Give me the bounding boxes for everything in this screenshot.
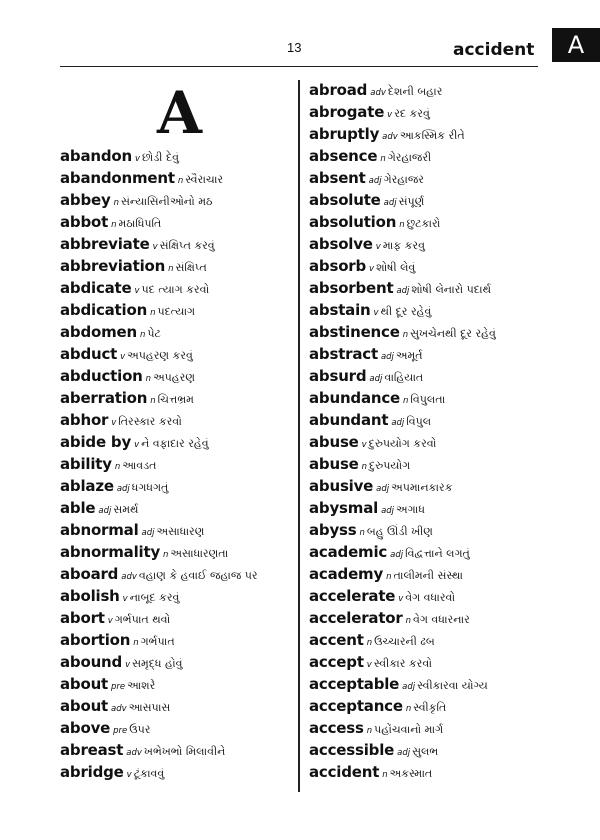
part-of-speech: n bbox=[403, 396, 409, 406]
gujarati-meaning: પદ ત્યાગ કરવો bbox=[141, 283, 210, 296]
gujarati-meaning: અગાધ bbox=[396, 503, 425, 516]
headword: abstract bbox=[309, 345, 378, 363]
dictionary-entry bbox=[309, 651, 496, 673]
headword: academic bbox=[309, 543, 388, 561]
headword: abysmal bbox=[309, 499, 379, 517]
dictionary-entry bbox=[309, 101, 496, 123]
headword: abortion bbox=[60, 631, 131, 649]
headword: abbot bbox=[60, 213, 109, 231]
part-of-speech: adv bbox=[370, 88, 386, 98]
gujarati-meaning: અકસ્માત bbox=[389, 767, 433, 780]
part-of-speech: v bbox=[369, 264, 375, 274]
headword: access bbox=[309, 719, 364, 737]
dictionary-entry bbox=[60, 387, 258, 409]
part-of-speech: v bbox=[122, 594, 128, 604]
dictionary-entry bbox=[60, 211, 258, 233]
headword: abdicate bbox=[60, 279, 132, 297]
gujarati-meaning: સમૃદ્ધ હોવું bbox=[132, 657, 183, 670]
part-of-speech: v bbox=[111, 418, 117, 428]
dictionary-entry bbox=[309, 123, 496, 145]
headword: abdication bbox=[60, 301, 148, 319]
gujarati-meaning: દુરુપયોગ કરવો bbox=[368, 437, 437, 450]
part-of-speech: v bbox=[398, 594, 404, 604]
dictionary-entry bbox=[60, 629, 258, 651]
headword: ability bbox=[60, 455, 112, 473]
gujarati-meaning: પદત્યાગ bbox=[157, 305, 196, 318]
gujarati-meaning: સુલભ bbox=[412, 745, 439, 758]
part-of-speech: n bbox=[380, 154, 386, 164]
dictionary-entry bbox=[60, 497, 258, 519]
gujarati-meaning: ચિત્તભ્રમ bbox=[157, 393, 194, 406]
dictionary-entry bbox=[309, 453, 496, 475]
headword: abusive bbox=[309, 477, 374, 495]
headword: abruptly bbox=[309, 125, 380, 143]
gujarati-meaning: ને વફાદાર રહેવું bbox=[141, 437, 209, 450]
part-of-speech: v bbox=[134, 286, 140, 296]
gujarati-meaning: ઉચ્ચારની ઢબ bbox=[374, 635, 435, 648]
gujarati-meaning: છોડી દેવું bbox=[142, 151, 179, 164]
headword: abuse bbox=[309, 433, 359, 451]
part-of-speech: adj bbox=[397, 748, 411, 758]
gujarati-meaning: ગર્ભપાત bbox=[140, 635, 175, 648]
header-rule bbox=[60, 66, 538, 67]
part-of-speech: n bbox=[145, 374, 152, 384]
headword: abstinence bbox=[309, 323, 400, 341]
dictionary-entry bbox=[309, 255, 496, 277]
part-of-speech: adv bbox=[382, 132, 398, 142]
headword: abuse bbox=[309, 455, 359, 473]
gujarati-meaning: દુરુપયોગ bbox=[369, 459, 411, 472]
part-of-speech: v bbox=[387, 110, 393, 120]
dictionary-entry bbox=[309, 79, 496, 101]
dictionary-entry bbox=[309, 189, 496, 211]
headword: abundance bbox=[309, 389, 401, 407]
dictionary-entry bbox=[309, 541, 496, 563]
dictionary-entry bbox=[60, 233, 258, 255]
column-divider bbox=[298, 80, 300, 792]
dictionary-entry bbox=[309, 277, 496, 299]
headword: abreast bbox=[60, 741, 124, 759]
gujarati-meaning: અપમાનકારક bbox=[391, 481, 453, 494]
part-of-speech: adj bbox=[98, 506, 112, 516]
guide-word: accident bbox=[453, 40, 535, 60]
thumb-index-tab[interactable]: A bbox=[552, 28, 600, 62]
gujarati-meaning: અસાધારણતા bbox=[170, 547, 229, 560]
dictionary-entry bbox=[60, 607, 258, 629]
gujarati-meaning: સંન્યાસિનીઓનો મઠ bbox=[120, 195, 213, 208]
dictionary-entry bbox=[309, 321, 496, 343]
gujarati-meaning: ગેરહાજર bbox=[383, 173, 424, 186]
part-of-speech: n bbox=[359, 528, 365, 538]
gujarati-meaning: વાહિયાત bbox=[384, 371, 424, 384]
part-of-speech: n bbox=[114, 462, 121, 472]
part-of-speech: adj bbox=[368, 176, 382, 186]
part-of-speech: n bbox=[399, 220, 405, 230]
gujarati-meaning: વિપુલ bbox=[406, 415, 432, 428]
part-of-speech: n bbox=[139, 330, 146, 340]
gujarati-meaning: થી દૂર રહેવું bbox=[380, 305, 432, 318]
headword: accept bbox=[309, 653, 364, 671]
headword: accessible bbox=[309, 741, 395, 759]
part-of-speech: adv bbox=[111, 704, 127, 714]
part-of-speech: v bbox=[134, 440, 140, 450]
headword: abdomen bbox=[60, 323, 137, 341]
gujarati-meaning: ખભેખભો મિલાવીને bbox=[143, 745, 226, 758]
part-of-speech: adj bbox=[116, 484, 130, 494]
gujarati-meaning: સંક્ષિપ્ત bbox=[175, 261, 207, 274]
headword: absence bbox=[309, 147, 378, 165]
dictionary-entry bbox=[309, 519, 496, 541]
headword: abbey bbox=[60, 191, 111, 209]
gujarati-meaning: તિરસ્કાર કરવો bbox=[118, 415, 182, 428]
headword: abide by bbox=[60, 433, 132, 451]
headword: abnormality bbox=[60, 543, 161, 561]
gujarati-meaning: બહુ ઊંડી ખીણ bbox=[366, 525, 433, 538]
headword: abandon bbox=[60, 147, 132, 165]
part-of-speech: n bbox=[163, 550, 169, 560]
dictionary-entry bbox=[309, 299, 496, 321]
headword: abduction bbox=[60, 367, 143, 385]
dictionary-entry bbox=[60, 761, 258, 783]
gujarati-meaning: અપહરણ કરવું bbox=[127, 349, 193, 362]
part-of-speech: adj bbox=[381, 506, 395, 516]
part-of-speech: pre bbox=[111, 682, 126, 692]
part-of-speech: v bbox=[152, 242, 158, 252]
headword: abort bbox=[60, 609, 105, 627]
headword: absolute bbox=[309, 191, 381, 209]
part-of-speech: v bbox=[134, 154, 141, 164]
dictionary-entry bbox=[60, 717, 258, 739]
headword: about bbox=[60, 697, 109, 715]
part-of-speech: adj bbox=[391, 418, 405, 428]
gujarati-meaning: સંપૂર્ણ bbox=[398, 195, 425, 208]
gujarati-meaning: સ્વીકૃતિ bbox=[413, 701, 447, 714]
dictionary-entry bbox=[309, 475, 496, 497]
dictionary-entry bbox=[309, 673, 496, 695]
gujarati-meaning: આકસ્મિક રીતે bbox=[399, 129, 465, 142]
gujarati-meaning: આસપાસ bbox=[128, 701, 171, 714]
gujarati-meaning: દેશની બહાર bbox=[387, 85, 443, 98]
headword: absolve bbox=[309, 235, 373, 253]
dictionary-entry bbox=[60, 343, 258, 365]
part-of-speech: adj bbox=[369, 374, 383, 384]
gujarati-meaning: વિપુલતા bbox=[410, 393, 446, 406]
right-column bbox=[309, 79, 496, 783]
headword: acceptable bbox=[309, 675, 400, 693]
dictionary-entry bbox=[60, 145, 258, 167]
dictionary-entry bbox=[60, 189, 258, 211]
dictionary-entry bbox=[60, 167, 258, 189]
gujarati-meaning: વેગ વધારવો bbox=[405, 591, 456, 604]
page-number: 13 bbox=[287, 40, 302, 55]
part-of-speech: n bbox=[366, 638, 373, 648]
gujarati-meaning: વેગ વધારનાર bbox=[412, 613, 470, 626]
gujarati-meaning: વહાણ કે હવાઈ જહાજ પર bbox=[138, 569, 258, 582]
headword: academy bbox=[309, 565, 384, 583]
part-of-speech: n bbox=[168, 264, 174, 274]
part-of-speech: n bbox=[402, 330, 409, 340]
gujarati-meaning: વિદ્વત્તાને લગતું bbox=[405, 547, 470, 560]
part-of-speech: v bbox=[126, 770, 132, 780]
part-of-speech: v bbox=[120, 352, 126, 362]
part-of-speech: v bbox=[375, 242, 381, 252]
headword: absorb bbox=[309, 257, 367, 275]
gujarati-meaning: ગેરહાજરી bbox=[387, 151, 432, 164]
headword: abridge bbox=[60, 763, 124, 781]
gujarati-meaning: અસાધારણ bbox=[156, 525, 205, 538]
gujarati-meaning: શોષી લેનારો પદાર્થ bbox=[411, 283, 492, 296]
gujarati-meaning: રદ કરવું bbox=[394, 107, 430, 120]
dictionary-entry bbox=[309, 607, 496, 629]
headword: abundant bbox=[309, 411, 389, 429]
gujarati-meaning: સમર્થ bbox=[113, 503, 139, 516]
dictionary-entry bbox=[309, 167, 496, 189]
part-of-speech: adj bbox=[390, 550, 404, 560]
headword: accent bbox=[309, 631, 364, 649]
dictionary-entry bbox=[60, 255, 258, 277]
gujarati-meaning: ઉપર bbox=[129, 723, 151, 736]
headword: abroad bbox=[309, 81, 368, 99]
gujarati-meaning: ગર્ભપાત થવો bbox=[114, 613, 171, 626]
part-of-speech: adj bbox=[402, 682, 416, 692]
dictionary-entry bbox=[309, 211, 496, 233]
headword: abrogate bbox=[309, 103, 385, 121]
gujarati-meaning: સંક્ષિપ્ત કરવું bbox=[159, 239, 215, 252]
dictionary-entry bbox=[309, 761, 496, 783]
gujarati-meaning: સ્વીકારવા યોગ્ય bbox=[417, 679, 488, 692]
part-of-speech: pre bbox=[113, 726, 128, 736]
left-column bbox=[60, 145, 258, 783]
part-of-speech: n bbox=[361, 462, 368, 472]
part-of-speech: v bbox=[366, 660, 372, 670]
headword: accident bbox=[309, 763, 380, 781]
headword: abound bbox=[60, 653, 123, 671]
part-of-speech: v bbox=[107, 616, 113, 626]
dictionary-entry bbox=[309, 585, 496, 607]
gujarati-meaning: સ્વીકાર કરવો bbox=[373, 657, 432, 670]
dictionary-entry bbox=[60, 563, 258, 585]
dictionary-entry bbox=[309, 145, 496, 167]
gujarati-meaning: આશરે bbox=[127, 679, 156, 692]
dictionary-entry bbox=[309, 365, 496, 387]
dictionary-entry bbox=[309, 431, 496, 453]
gujarati-meaning: અમૂર્ત bbox=[395, 349, 423, 362]
part-of-speech: v bbox=[361, 440, 367, 450]
gujarati-meaning: આવડત bbox=[122, 459, 157, 472]
part-of-speech: adj bbox=[380, 352, 394, 362]
headword: abbreviate bbox=[60, 235, 150, 253]
dictionary-entry bbox=[60, 299, 258, 321]
part-of-speech: n bbox=[150, 308, 156, 318]
headword: absent bbox=[309, 169, 366, 187]
dictionary-entry bbox=[309, 629, 496, 651]
headword: able bbox=[60, 499, 96, 517]
headword: absolution bbox=[309, 213, 397, 231]
headword: abstain bbox=[309, 301, 371, 319]
dictionary-entry bbox=[60, 519, 258, 541]
gujarati-meaning: પહોંચવાનો માર્ગ bbox=[374, 723, 444, 736]
gujarati-meaning: પેટ bbox=[147, 327, 161, 340]
gujarati-meaning: શોષી લેવું bbox=[376, 261, 416, 274]
dictionary-entry bbox=[309, 563, 496, 585]
headword: absurd bbox=[309, 367, 367, 385]
headword: abyss bbox=[309, 521, 357, 539]
dictionary-entry bbox=[60, 431, 258, 453]
dictionary-entry bbox=[60, 739, 258, 761]
dictionary-entry bbox=[309, 717, 496, 739]
part-of-speech: n bbox=[113, 198, 119, 208]
headword: about bbox=[60, 675, 109, 693]
gujarati-meaning: અપહરણ bbox=[153, 371, 195, 384]
dictionary-entry bbox=[309, 695, 496, 717]
gujarati-meaning: સ્વૈરાચાર bbox=[185, 173, 224, 186]
part-of-speech: adv bbox=[121, 572, 137, 582]
part-of-speech: adj bbox=[141, 528, 155, 538]
headword: abolish bbox=[60, 587, 120, 605]
dictionary-entry bbox=[60, 541, 258, 563]
headword: absorbent bbox=[309, 279, 394, 297]
headword: aboard bbox=[60, 565, 119, 583]
dictionary-entry bbox=[60, 585, 258, 607]
dictionary-entry bbox=[60, 673, 258, 695]
headword: accelerate bbox=[309, 587, 396, 605]
section-letter: A bbox=[157, 79, 203, 147]
part-of-speech: v bbox=[373, 308, 379, 318]
headword: abduct bbox=[60, 345, 118, 363]
dictionary-entry bbox=[60, 277, 258, 299]
dictionary-entry bbox=[60, 365, 258, 387]
gujarati-meaning: તાલીમની સંસ્થા bbox=[393, 569, 463, 582]
part-of-speech: n bbox=[111, 220, 117, 230]
headword: abnormal bbox=[60, 521, 139, 539]
dictionary-entry bbox=[309, 343, 496, 365]
headword: ablaze bbox=[60, 477, 114, 495]
gujarati-meaning: છુટકારો bbox=[406, 217, 441, 230]
dictionary-entry bbox=[60, 409, 258, 431]
dictionary-entry bbox=[309, 497, 496, 519]
dictionary-entry bbox=[309, 233, 496, 255]
dictionary-entry bbox=[60, 651, 258, 673]
dictionary-entry bbox=[60, 321, 258, 343]
part-of-speech: n bbox=[405, 704, 412, 714]
headword: abandonment bbox=[60, 169, 175, 187]
headword: above bbox=[60, 719, 111, 737]
part-of-speech: n bbox=[386, 572, 392, 582]
headword: aberration bbox=[60, 389, 148, 407]
dictionary-entry bbox=[309, 387, 496, 409]
gujarati-meaning: માફ કરવુ bbox=[382, 239, 425, 252]
gujarati-meaning: ધગધગતું bbox=[131, 481, 169, 494]
dictionary-entry bbox=[60, 453, 258, 475]
gujarati-meaning: સુખચેનથી દૂર રહેવું bbox=[410, 327, 496, 340]
dictionary-entry bbox=[60, 695, 258, 717]
dictionary-entry bbox=[309, 409, 496, 431]
dictionary-entry bbox=[60, 475, 258, 497]
part-of-speech: adj bbox=[383, 198, 397, 208]
dictionary-entry bbox=[309, 739, 496, 761]
part-of-speech: n bbox=[150, 396, 156, 406]
headword: accelerator bbox=[309, 609, 403, 627]
headword: abhor bbox=[60, 411, 109, 429]
gujarati-meaning: નાબૂદ કરવું bbox=[129, 591, 180, 604]
part-of-speech: v bbox=[125, 660, 131, 670]
part-of-speech: n bbox=[177, 176, 184, 186]
part-of-speech: adj bbox=[396, 286, 410, 296]
gujarati-meaning: ટૂંકાવવું bbox=[133, 767, 165, 780]
part-of-speech: n bbox=[382, 770, 388, 780]
gujarati-meaning: મઠાધિપતિ bbox=[118, 217, 162, 230]
part-of-speech: n bbox=[133, 638, 139, 648]
part-of-speech: n bbox=[366, 726, 373, 736]
part-of-speech: adv bbox=[126, 748, 142, 758]
headword: acceptance bbox=[309, 697, 403, 715]
part-of-speech: n bbox=[405, 616, 411, 626]
headword: abbreviation bbox=[60, 257, 166, 275]
part-of-speech: adj bbox=[376, 484, 390, 494]
